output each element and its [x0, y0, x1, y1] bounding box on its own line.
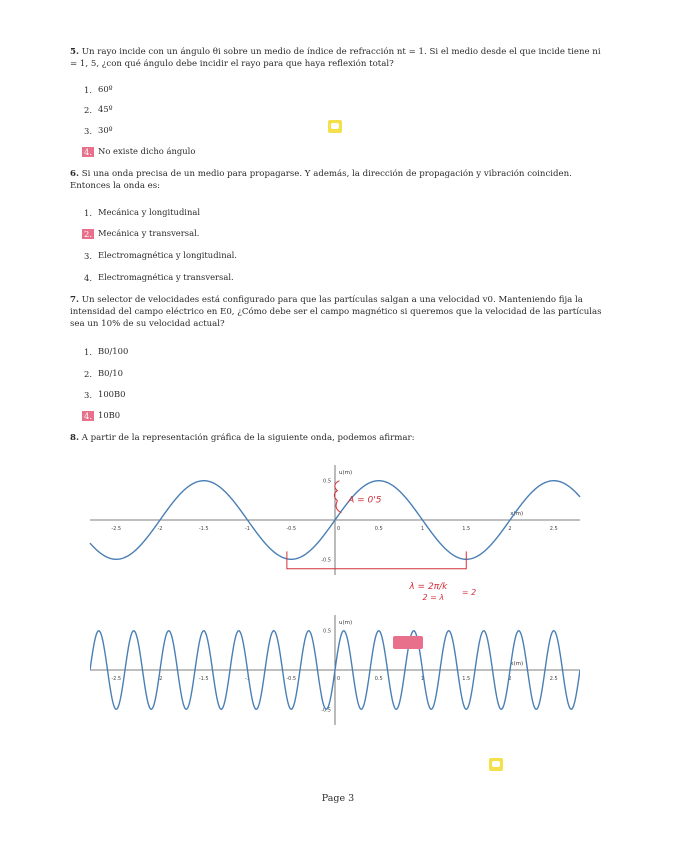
- question-8-text: A partir de la representación gráfica de la siguiente onda, podemos afirmar:: [81, 433, 415, 443]
- selected-answer-marker: 4.: [84, 146, 92, 157]
- x-tick-label: -2.5: [111, 526, 122, 532]
- x-tick-label: -1: [245, 526, 250, 532]
- x-axis-label: x(m): [510, 661, 524, 667]
- x-tick-label: 0.5: [374, 526, 383, 532]
- question-5: 5. Un rayo incide con un ángulo θi sobre un medio de índice de refracción nt = 1. Si el medio desde el que incide tiene ni = 1, 5, ¿con qué ángulo debe incidir el rayo para que haya reflexión total?: [70, 47, 601, 69]
- x-tick-label: -1.5: [198, 676, 209, 682]
- annotation-lambda-2: 2 = λ: [422, 593, 445, 602]
- x-tick-label: -1.5: [198, 526, 209, 532]
- y-axis-label: u(m): [339, 620, 353, 626]
- question-7-option-3[interactable]: 3. 100B0: [84, 389, 126, 400]
- x-tick-label: 0: [337, 676, 341, 682]
- x-tick-label: -2.5: [111, 676, 122, 682]
- selected-answer-marker: 4.: [84, 410, 92, 421]
- question-5-option-1[interactable]: 1. 60º: [84, 84, 113, 95]
- question-6-option-3[interactable]: 3. Electromagnética y longitudinal.: [84, 250, 237, 261]
- page-number: Page 3: [321, 793, 355, 804]
- x-tick-label: 2.5: [549, 526, 558, 532]
- wave-chart-1: [90, 465, 580, 605]
- question-6: 6. Si una onda precisa de un medio para propagarse. Y además, la dirección de propagación y vibración coinciden. Entonces la onda es:: [70, 169, 572, 191]
- y-axis-label: u(m): [339, 470, 353, 476]
- x-tick-label: 1.5: [462, 526, 471, 532]
- question-5-option-3[interactable]: 3. 30º: [84, 125, 113, 136]
- comment-note-icon[interactable]: [489, 758, 503, 771]
- x-tick-label: 1: [420, 526, 425, 532]
- x-tick-label: -2: [157, 526, 163, 532]
- question-7-option-2[interactable]: 2. B0/10: [84, 368, 123, 379]
- highlight-annotation[interactable]: [393, 636, 423, 649]
- x-tick-label: -0.5: [286, 526, 297, 532]
- question-7: 7. Un selector de velocidades está configurado para que las partículas salgan a una velocidad v0. Manteniendo fija la intensidad del campo eléctrico en E0, ¿Cómo debe ser el campo magnético si queremos que la velocidad de las partículas sea un 10% de su velocidad actual?: [70, 295, 602, 329]
- x-tick-label: 0.5: [374, 676, 383, 682]
- y-tick-label: -0.5: [321, 557, 331, 564]
- question-5-option-4[interactable]: 4. No existe dicho ángulo: [84, 146, 196, 157]
- annotation-lambda: λ = 2π/k: [409, 582, 448, 592]
- question-6-option-4[interactable]: 4. Electromagnética y transversal.: [84, 272, 234, 283]
- x-tick-label: 2: [508, 676, 512, 682]
- question-5-text: Un rayo incide con un ángulo θi sobre un medio de índice de refracción nt = 1. Si el medio desde el que incide tiene ni = 1, 5, ¿con qué ángulo debe incidir el rayo para que haya reflexión total?: [70, 47, 601, 69]
- annotation-amplitude: A = 0'5: [348, 495, 382, 506]
- x-tick-label: 1: [420, 676, 425, 682]
- question-7-text: Un selector de velocidades está configurado para que las partículas salgan a una velocidad v0. Manteniendo fija la intensidad del campo eléctrico en E0, ¿Cómo debe ser el campo magnético si queremos que la velocidad de las partículas sea un 10% de su velocidad actual?: [70, 295, 602, 329]
- annotation-lambda-3: = 2: [461, 588, 477, 597]
- question-7-option-4[interactable]: 4. 10B0: [84, 410, 121, 421]
- question-8: 8. A partir de la representación gráfica de la siguiente onda, podemos afirmar:: [70, 433, 415, 443]
- comment-note-icon[interactable]: [328, 120, 342, 133]
- wave-chart-2: [90, 615, 580, 730]
- x-axis-label: x(m): [510, 511, 524, 517]
- question-6-option-1[interactable]: 1. Mecánica y longitudinal: [84, 207, 201, 218]
- x-tick-label: -2: [157, 676, 163, 682]
- y-tick-label: 0.5: [323, 478, 331, 485]
- question-5-option-2[interactable]: 2. 45º: [84, 104, 113, 115]
- amplitude-brace: [334, 481, 341, 513]
- question-6-text: Si una onda precisa de un medio para propagarse. Y además, la dirección de propagación y vibración coinciden. Entonces la onda es:: [70, 169, 572, 191]
- x-tick-label: -1: [245, 676, 250, 682]
- selected-answer-marker: 2.: [84, 228, 92, 239]
- y-tick-label: 0.5: [323, 628, 331, 635]
- x-tick-label: 1.5: [462, 676, 471, 682]
- x-tick-label: 2.5: [549, 676, 558, 682]
- y-tick-label: -0.5: [321, 707, 331, 714]
- question-6-option-2[interactable]: 2. Mecánica y transversal.: [84, 228, 200, 239]
- x-tick-label: -0.5: [286, 676, 297, 682]
- wavelength-bracket: [287, 551, 466, 568]
- x-tick-label: 0: [337, 526, 341, 532]
- x-tick-label: 2: [508, 526, 512, 532]
- question-7-option-1[interactable]: 1. B0/100: [84, 346, 129, 357]
